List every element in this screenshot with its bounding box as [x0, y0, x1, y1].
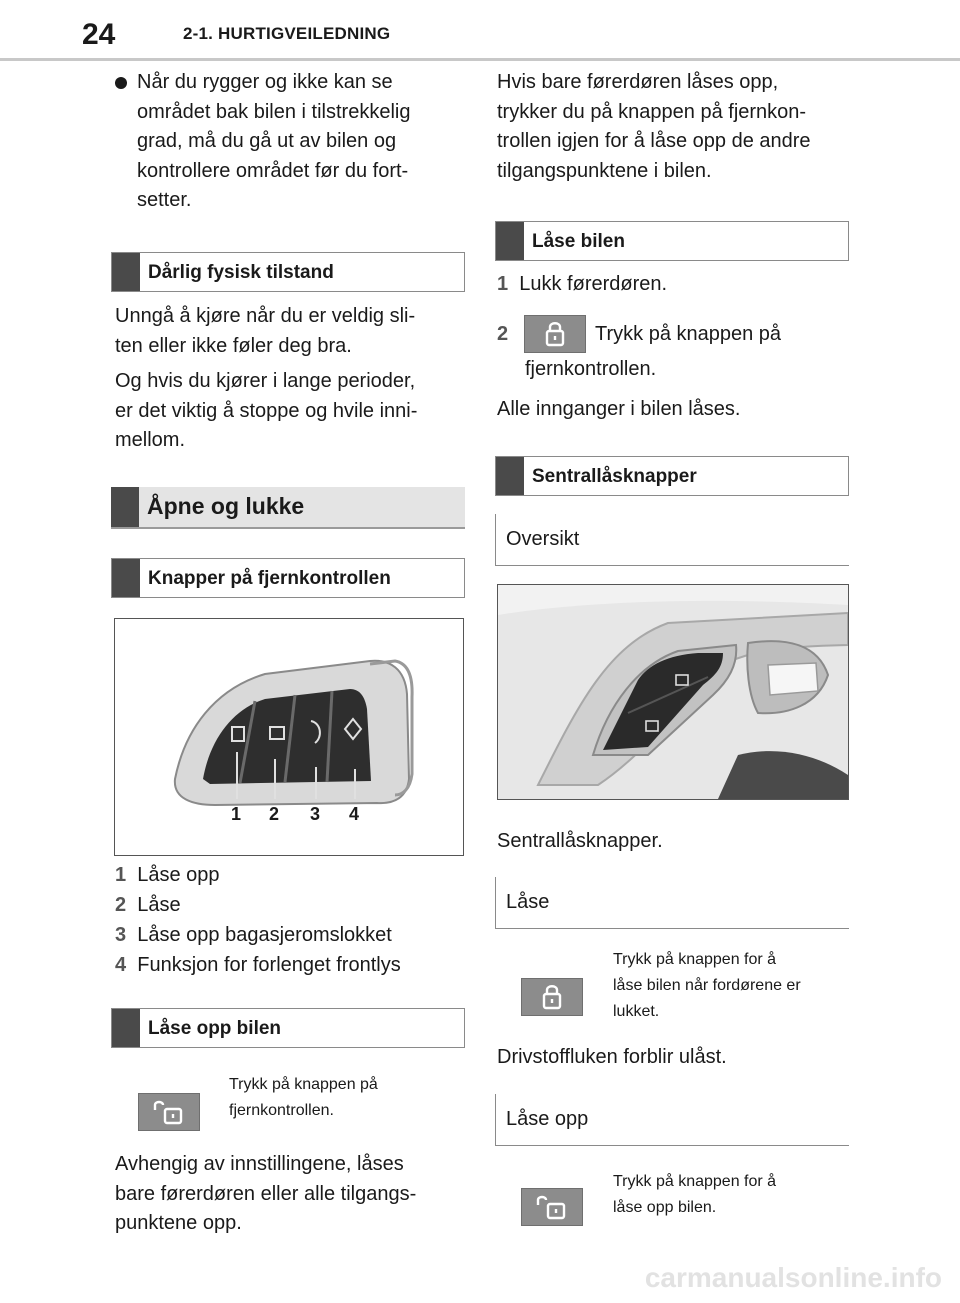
- key-fob-figure: [114, 618, 464, 856]
- lock-closed-icon: [535, 983, 569, 1011]
- heading-remote-buttons: Knapper på fjernkontrollen: [111, 558, 465, 598]
- paragraph-all-locked: Alle innganger i bilen låses.: [497, 398, 741, 420]
- unlock-note-right: Trykk på knappen for å låse opp bilen.: [613, 1173, 777, 1216]
- step-2-number: 2: [497, 323, 509, 345]
- chapter-title: 2-1. HURTIGVEILEDNING: [183, 24, 391, 43]
- list-item: 3 Låse opp bagasjeromslokket: [115, 924, 392, 946]
- central-lock-figure: [497, 584, 849, 800]
- lock-open-icon: [535, 1193, 569, 1221]
- heading-poor-condition: Dårlig fysisk tilstand: [111, 252, 465, 292]
- unlock-note: Trykk på knappen på fjernkontrollen.: [229, 1076, 378, 1119]
- key-fob-image: [115, 619, 463, 855]
- step-1: 1 Lukk førerdøren.: [497, 273, 668, 295]
- svg-text:4: 4: [349, 804, 360, 824]
- list-item: 4 Funksjon for forlenget frontlys: [115, 954, 401, 976]
- paragraph-fuel-flap: Drivstoffluken forblir ulåst.: [497, 1046, 727, 1068]
- list-item: 1 Låse opp: [115, 864, 220, 886]
- step-2-continued: fjernkontrollen.: [525, 358, 657, 380]
- paragraph-driver-door: Hvis bare førerdøren låses opp, trykker du på knappen på fjernkon- trollen igjen for å låse opp de andre tilgangspunktene i bilen.: [497, 71, 811, 182]
- svg-text:1: 1: [231, 804, 242, 824]
- unlock-button-left: [138, 1093, 200, 1131]
- svg-text:2: 2: [269, 804, 280, 824]
- bullet-dot: [115, 77, 127, 89]
- heading-central-lock: Sentrallåsknapper: [495, 456, 849, 496]
- page-number: 24: [82, 18, 116, 51]
- paragraph-settings: Avhengig av innstillingene, låses bare førerdøren eller alle tilgangs- punktene opp.: [115, 1153, 417, 1234]
- svg-text:3: 3: [310, 804, 321, 824]
- step-2-text: Trykk på knappen på: [595, 323, 782, 345]
- lock-open-icon: [152, 1098, 186, 1126]
- heading-lock-car: Låse bilen: [495, 221, 849, 261]
- lock-closed-icon: [538, 320, 572, 348]
- section-heading-open-close: Åpne og lukke: [111, 487, 465, 529]
- bullet-text: Når du rygger og ikke kan se området bak bilen i tilstrekkelig grad, må du gå ut av bilen og kontrollere området før du fort- setter.: [137, 71, 411, 211]
- figure-caption: Sentrallåsknapper.: [497, 830, 663, 852]
- subheading-unlock: Låse opp: [495, 1094, 849, 1146]
- lock-button-right: [521, 978, 583, 1016]
- buttons-list: [115, 860, 465, 980]
- subheading-lock: Låse: [495, 877, 849, 929]
- paragraph-tired: Unngå å kjøre når du er veldig sli- ten eller ikke føler deg bra.: [115, 305, 416, 357]
- door-panel-image: [498, 585, 848, 799]
- lock-button-step: [524, 315, 586, 353]
- header-rule: [0, 58, 960, 61]
- list-item: 2 Låse: [115, 894, 181, 916]
- heading-unlock-car: Låse opp bilen: [111, 1008, 465, 1048]
- lock-note: Trykk på knappen for å låse bilen når fordørene er lukket.: [613, 951, 801, 1020]
- watermark: carmanualsonline.info: [644, 1262, 942, 1293]
- unlock-button-right: [521, 1188, 583, 1226]
- subheading-overview: Oversikt: [495, 514, 849, 566]
- paragraph-rest: Og hvis du kjører i lange perioder, er det viktig å stoppe og hvile inni- mellom.: [115, 370, 418, 451]
